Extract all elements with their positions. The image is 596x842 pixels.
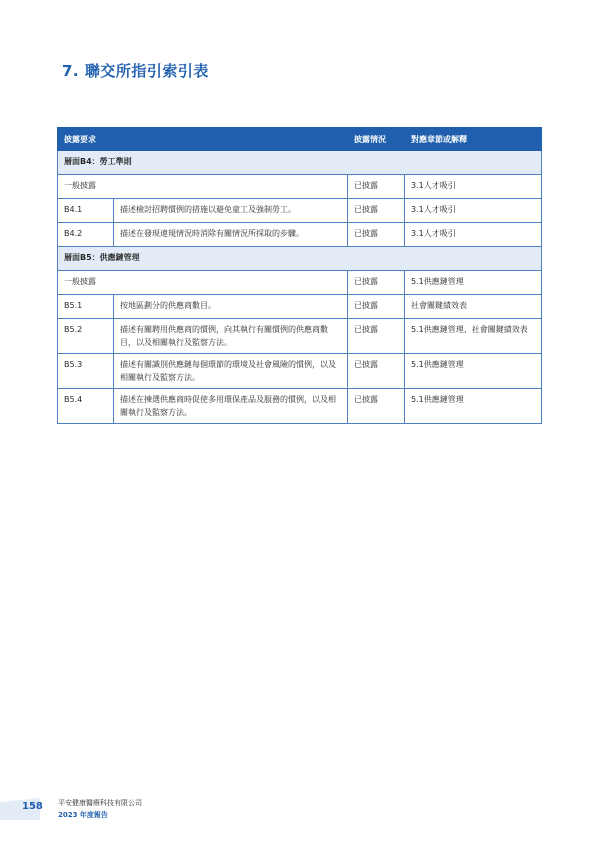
table-row <box>58 319 542 354</box>
header-reference: 對應章節或解釋 <box>405 128 542 151</box>
table-row <box>58 223 542 247</box>
reference-cell: 5.1供應鏈管理 <box>405 389 542 424</box>
table-header-row <box>58 128 542 151</box>
kpi-id-cell: B5.4 <box>58 389 114 424</box>
kpi-id-cell: B5.1 <box>58 295 114 319</box>
status-cell: 已披露 <box>348 223 405 247</box>
status-cell: 已披露 <box>348 389 405 424</box>
table-row <box>58 199 542 223</box>
page-title: 7. 聯交所指引索引表 <box>62 62 209 80</box>
kpi-id-cell: B5.2 <box>58 319 114 354</box>
description-cell: 描述在發現違規情況時消除有關情況所採取的步驟。 <box>114 223 348 247</box>
status-cell: 已披露 <box>348 319 405 354</box>
table-row <box>58 175 542 199</box>
header-status: 披露情況 <box>348 128 405 151</box>
status-cell: 已披露 <box>348 295 405 319</box>
reference-cell: 3.1人才吸引 <box>405 175 542 199</box>
section-heading: 層面B4：勞工準則 <box>58 151 542 175</box>
status-cell: 已披露 <box>348 199 405 223</box>
index-table <box>57 127 542 424</box>
reference-cell: 5.1供應鏈管理 <box>405 354 542 389</box>
reference-cell: 3.1人才吸引 <box>405 223 542 247</box>
reference-cell: 社會關鍵績效表 <box>405 295 542 319</box>
kpi-id-cell: B4.1 <box>58 199 114 223</box>
kpi-id-cell: B5.3 <box>58 354 114 389</box>
table-row <box>58 354 542 389</box>
footer-company: 平安健康醫療科技有限公司 <box>58 799 142 807</box>
section-heading: 層面B5：供應鏈管理 <box>58 247 542 271</box>
page-number: 158 <box>22 801 43 812</box>
general-disclosure-label: 一般披露 <box>58 271 348 295</box>
section-row <box>58 151 542 175</box>
kpi-id-cell: B4.2 <box>58 223 114 247</box>
description-cell: 描述在揀選供應商時促使多用環保產品及服務的慣例，以及相關執行及監察方法。 <box>114 389 348 424</box>
section-row <box>58 247 542 271</box>
reference-cell: 3.1人才吸引 <box>405 199 542 223</box>
reference-cell: 5.1供應鏈管理、社會關鍵績效表 <box>405 319 542 354</box>
status-cell: 已披露 <box>348 354 405 389</box>
table-row <box>58 295 542 319</box>
footer-report-title: 2023 年度報告 <box>58 811 108 819</box>
description-cell: 按地區劃分的供應商數目。 <box>114 295 348 319</box>
status-cell: 已披露 <box>348 271 405 295</box>
reference-cell: 5.1供應鏈管理 <box>405 271 542 295</box>
table-row <box>58 389 542 424</box>
header-requirement: 披露要求 <box>58 128 348 151</box>
description-cell: 描述有關聘用供應商的慣例，向其執行有關慣例的供應商數目，以及相關執行及監察方法。 <box>114 319 348 354</box>
description-cell: 描述有關識別供應鏈每個環節的環境及社會風險的慣例，以及相關執行及監察方法。 <box>114 354 348 389</box>
status-cell: 已披露 <box>348 175 405 199</box>
description-cell: 描述檢討招聘慣例的措施以避免童工及強制勞工。 <box>114 199 348 223</box>
general-disclosure-label: 一般披露 <box>58 175 348 199</box>
table-row <box>58 271 542 295</box>
